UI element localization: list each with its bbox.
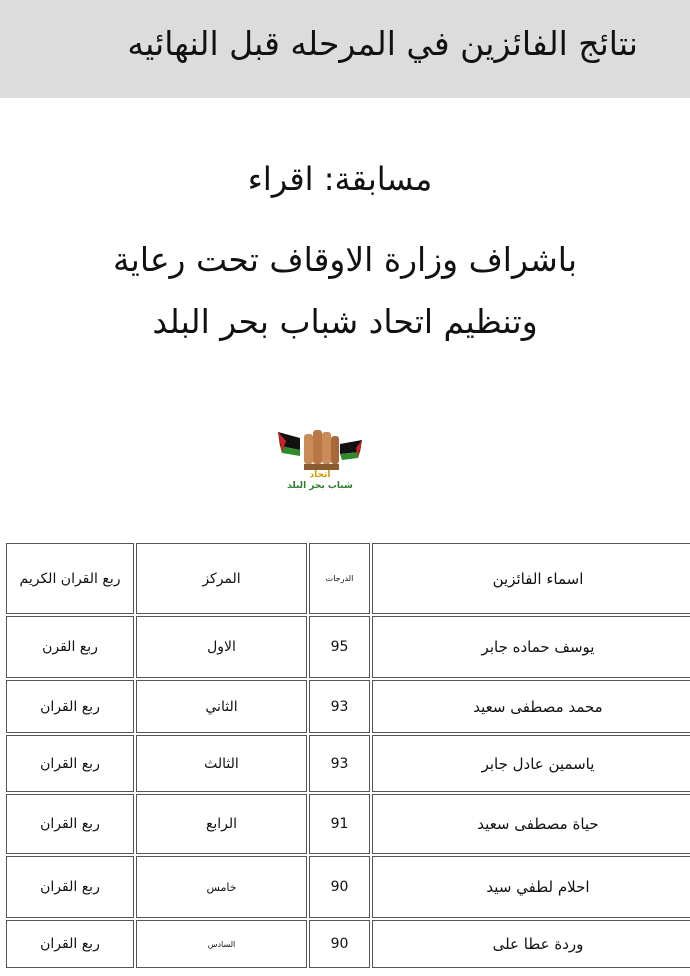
table-row (6, 680, 690, 733)
logo-text-bottom: شباب بحر البلد (287, 481, 353, 491)
header-score: الدرجات (309, 543, 370, 614)
page-title: نتائج الفائزين في المرحله قبل النهائيه (127, 24, 638, 63)
table-row (6, 920, 690, 968)
winner-score: 93 (309, 680, 370, 733)
winner-part: ربع القران (6, 856, 134, 918)
logo-text-top: اتحاد (309, 470, 331, 480)
winner-name: احلام لطفي سيد (372, 856, 690, 918)
results-table (4, 541, 690, 970)
winner-score: 93 (309, 735, 370, 792)
winner-rank: الرابع (136, 794, 307, 854)
winner-score: 95 (309, 616, 370, 678)
winner-score: 90 (309, 920, 370, 968)
winner-score: 90 (309, 856, 370, 918)
organizer-line: وتنظيم اتحاد شباب بحر البلد (152, 302, 538, 341)
table-row (6, 616, 690, 678)
winner-name: يوسف حماده جابر (372, 616, 690, 678)
winner-part: ربع القران (6, 680, 134, 733)
winner-rank: الثالث (136, 735, 307, 792)
table-row (6, 794, 690, 854)
header-bar (0, 0, 690, 98)
header-rank: المركز (136, 543, 307, 614)
winner-part: ربع القرن (6, 616, 134, 678)
header-name: اسماء الفائزين (372, 543, 690, 614)
winner-score: 91 (309, 794, 370, 854)
winner-rank: الثاني (136, 680, 307, 733)
header-part: ربع القران الكريم (6, 543, 134, 614)
winner-name: محمد مصطفى سعيد (372, 680, 690, 733)
winner-name: ياسمين عادل جابر (372, 735, 690, 792)
winner-name: وردة عطا على (372, 920, 690, 968)
raised-fists-flag-logo-icon (270, 420, 370, 492)
winner-rank: السادس (136, 920, 307, 968)
table-row (6, 735, 690, 792)
winner-part: ربع القران (6, 735, 134, 792)
sponsor-line: باشراف وزارة الاوقاف تحت رعاية (112, 240, 578, 279)
winner-part: ربع القران (6, 920, 134, 968)
table-row (6, 856, 690, 918)
winner-rank: الاول (136, 616, 307, 678)
winner-part: ربع القران (6, 794, 134, 854)
table-header-row (6, 543, 690, 614)
winner-rank: خامس (136, 856, 307, 918)
competition-title: مسابقة: اقراء (247, 160, 433, 198)
winner-name: حياة مصطفى سعيد (372, 794, 690, 854)
union-logo (270, 420, 370, 492)
